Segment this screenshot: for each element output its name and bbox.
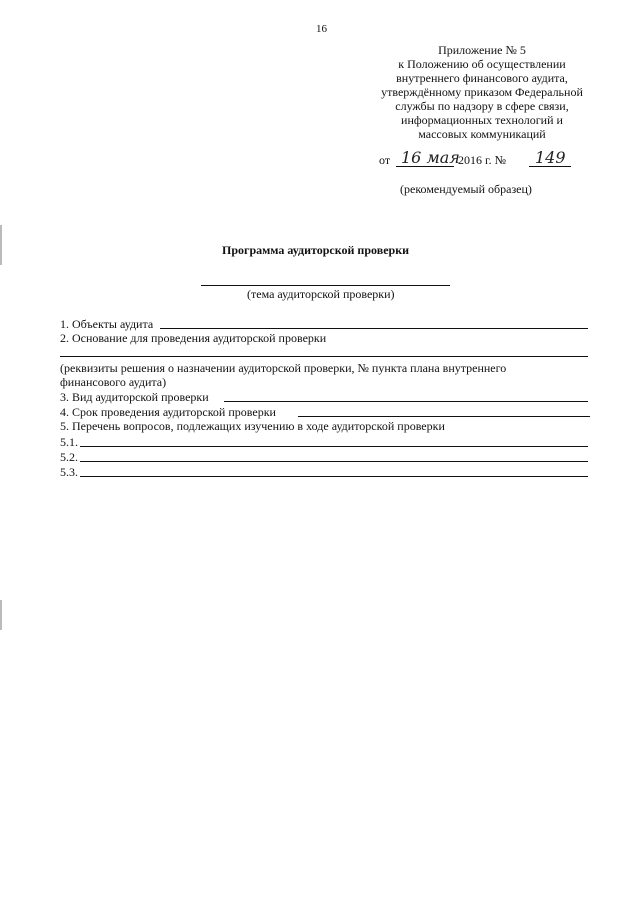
appendix-line: к Положению об осуществлении bbox=[398, 57, 566, 71]
appendix-header bbox=[370, 43, 594, 141]
question-3-label: 5.3. bbox=[60, 465, 78, 479]
sample-note: (рекомендуемый образец) bbox=[400, 182, 532, 196]
question-3-field-line[interactable] bbox=[80, 476, 588, 477]
appendix-line: службы по надзору в сфере связи, bbox=[395, 99, 569, 113]
item-questions-label: 5. Перечень вопросов, подлежащих изучению в ходе аудиторской проверки bbox=[60, 419, 445, 433]
appendix-line: внутреннего финансового аудита, bbox=[396, 71, 568, 85]
basis-field-line[interactable] bbox=[60, 356, 588, 357]
item-basis-label: 2. Основание для проведения аудиторской проверки bbox=[60, 331, 327, 345]
basis-caption-line-2: финансового аудита) bbox=[60, 375, 167, 389]
scan-edge-mark bbox=[0, 600, 2, 630]
scan-edge-mark bbox=[0, 225, 2, 265]
number-underline bbox=[529, 166, 571, 167]
date-year: 2016 г. № bbox=[458, 153, 507, 167]
date-underline bbox=[396, 166, 454, 167]
appendix-line: информационных технологий и bbox=[401, 113, 563, 127]
question-1-label: 5.1. bbox=[60, 435, 78, 449]
topic-caption: (тема аудиторской проверки) bbox=[247, 287, 395, 301]
item-type-label: 3. Вид аудиторской проверки bbox=[60, 390, 209, 404]
question-2-label: 5.2. bbox=[60, 450, 78, 464]
item-objects-label: 1. Объекты аудита bbox=[60, 317, 154, 331]
topic-field-line[interactable] bbox=[201, 285, 450, 286]
question-2-field-line[interactable] bbox=[80, 461, 588, 462]
date-prefix: от bbox=[379, 153, 391, 167]
page-number: 16 bbox=[316, 23, 327, 35]
handwritten-date: 16 мая bbox=[401, 148, 460, 167]
term-field-line[interactable] bbox=[298, 416, 590, 417]
handwritten-number: 149 bbox=[535, 148, 566, 167]
document-title: Программа аудиторской проверки bbox=[222, 243, 410, 257]
appendix-line: массовых коммуникаций bbox=[418, 127, 546, 141]
order-date-row bbox=[379, 148, 579, 168]
objects-field-line[interactable] bbox=[160, 328, 588, 329]
type-field-line[interactable] bbox=[224, 401, 588, 402]
appendix-line: утверждённому приказом Федеральной bbox=[381, 85, 583, 99]
appendix-line: Приложение № 5 bbox=[438, 43, 526, 57]
question-1-field-line[interactable] bbox=[80, 446, 588, 447]
basis-caption-line-1: (реквизиты решения о назначении аудиторской проверки, № пункта плана внутреннего bbox=[60, 361, 507, 375]
item-term-label: 4. Срок проведения аудиторской проверки bbox=[60, 405, 276, 419]
